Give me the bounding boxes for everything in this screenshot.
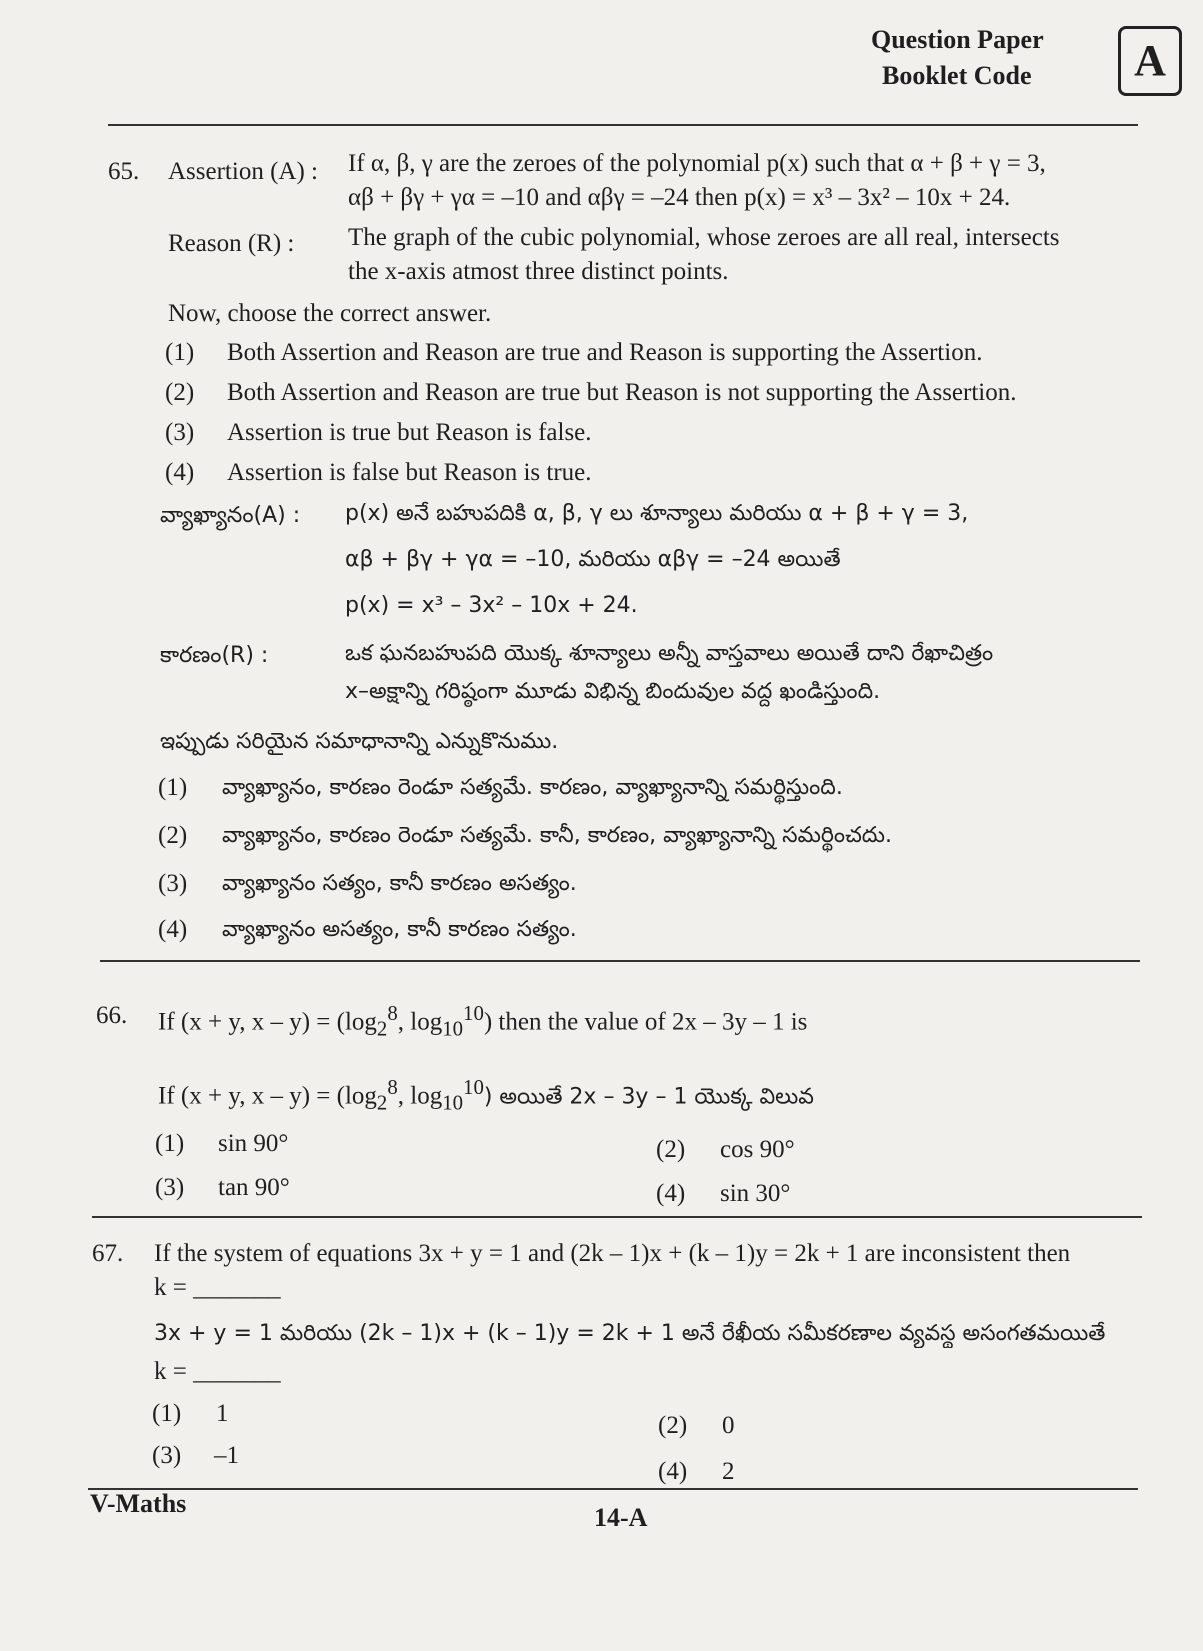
question-en-line	[158, 1000, 807, 1041]
option-1-text: Both Assertion and Reason are true and Reason is supporting the Assertion.	[227, 339, 983, 366]
option-1-number: (1)	[152, 1400, 182, 1427]
option-2-text: 0	[722, 1412, 735, 1439]
k-blank-line: k = _______	[154, 1274, 281, 1301]
reason-label: Reason (R) :	[168, 230, 295, 257]
option-3-number: (3)	[152, 1442, 182, 1469]
option-2-text: Both Assertion and Reason are true but Reason is not supporting the Assertion.	[227, 379, 1017, 406]
option-4-text: Assertion is false but Reason is true.	[227, 459, 592, 486]
option-3-text: tan 90°	[218, 1174, 290, 1201]
option-2-number: (2)	[656, 1136, 686, 1163]
telugu-assertion-label: వ్యాఖ్యానం(A) :	[160, 503, 301, 528]
telugu-option-1-number: (1)	[158, 774, 188, 801]
option-4-number: (4)	[165, 459, 195, 486]
header-divider	[108, 124, 1138, 126]
booklet-code-box: A	[1118, 26, 1182, 96]
telugu-option-4-number: (4)	[158, 916, 188, 943]
question-number: 65.	[108, 158, 140, 185]
option-4-text: sin 30°	[720, 1180, 791, 1207]
assertion-line-1: If α, β, γ are the zeroes of the polynomial p(x) such that α + β + γ = 3,	[348, 150, 1046, 177]
telugu-reason-label: కారణం(R) :	[160, 643, 269, 668]
header-title-line2: Booklet Code	[882, 61, 1032, 90]
telugu-option-3-number: (3)	[158, 870, 188, 897]
divider-q66-q67	[92, 1216, 1142, 1218]
option-3-number: (3)	[165, 419, 195, 446]
footer-divider	[88, 1488, 1138, 1490]
telugu-option-1-text: వ్యాఖ్యానం, కారణం రెండూ సత్యమే. కారణం, వ్యాఖ్యానాన్ని సమర్థిస్తుంది.	[222, 775, 843, 800]
telugu-assertion-line-3: p(x) = x³ – 3x² – 10x + 24.	[345, 593, 638, 618]
option-1-number: (1)	[155, 1130, 185, 1157]
log2-base-te: 10	[442, 1090, 464, 1115]
question-te-suffix: ) అయితే 2x – 3y – 1 యొక్క విలువ	[483, 1084, 814, 1110]
option-4-text: 2	[722, 1458, 735, 1485]
log2-arg: 10	[463, 1001, 484, 1025]
question-en-prefix: If (x + y, x – y) = (log	[158, 1008, 377, 1036]
option-2-number: (2)	[165, 379, 195, 406]
log1-base-te: 2	[376, 1090, 388, 1115]
reason-line-2: the x-axis atmost three distinct points.	[348, 258, 729, 285]
log-separator: , log	[397, 1008, 443, 1036]
log1-base: 2	[376, 1016, 388, 1041]
option-3-text: –1	[214, 1442, 239, 1469]
question-te: 3x + y = 1 మరియు (2k – 1)x + (k – 1)y = 2k + 1 అనే రేఖీయ సమీకరణాల వ్యవస్థ అసంగతమయితే	[154, 1321, 1106, 1346]
telugu-prompt: ఇప్పుడు సరియైన సమాధానాన్ని ఎన్నుకొనుము.	[160, 729, 559, 754]
log-separator-te: , log	[397, 1082, 443, 1110]
option-1-text: 1	[216, 1400, 229, 1427]
assertion-line-2: αβ + βγ + γα = –10 and αβγ = –24 then p(x) = x³ – 3x² – 10x + 24.	[348, 184, 1011, 211]
telugu-assertion-line-2: αβ + βγ + γα = –10, మరియు αβγ = –24 అయితే	[345, 547, 841, 572]
question-te-line	[158, 1074, 814, 1115]
option-2-number: (2)	[658, 1412, 688, 1439]
log1-arg-te: 8	[387, 1075, 398, 1099]
reason-line-1: The graph of the cubic polynomial, whose zeroes are all real, intersects	[348, 224, 1060, 251]
telugu-option-2-number: (2)	[158, 822, 188, 849]
telugu-assertion-line-1: p(x) అనే బహుపదికి α, β, γ లు శూన్యాలు మరియు α + β + γ = 3,	[345, 501, 969, 526]
option-4-number: (4)	[658, 1458, 688, 1485]
option-3-text: Assertion is true but Reason is false.	[227, 419, 592, 446]
header-title-line1: Question Paper	[871, 25, 1044, 54]
option-2-text: cos 90°	[720, 1136, 795, 1163]
divider-q65-q66	[100, 960, 1140, 962]
footer-subject: V-Maths	[90, 1489, 187, 1518]
log2-arg-te: 10	[463, 1075, 484, 1099]
option-1-text: sin 90°	[218, 1130, 289, 1157]
log2-base: 10	[442, 1016, 464, 1041]
telugu-reason-line-1: ఒక ఘనబహుపది యొక్క శూన్యాలు అన్నీ వాస్తవాలు అయితే దాని రేఖాచిత్రం	[345, 641, 994, 666]
question-en: If the system of equations 3x + y = 1 and (2k – 1)x + (k – 1)y = 2k + 1 are inconsistent then	[154, 1240, 1071, 1267]
question-number: 67.	[92, 1240, 124, 1267]
telugu-option-3-text: వ్యాఖ్యానం సత్యం, కానీ కారణం అసత్యం.	[222, 871, 577, 896]
assertion-label: Assertion (A) :	[168, 158, 318, 185]
question-number: 66.	[96, 1002, 128, 1029]
question-te-prefix: If (x + y, x – y) = (log	[158, 1082, 377, 1110]
telugu-option-2-text: వ్యాఖ్యానం, కారణం రెండూ సత్యమే. కానీ, కారణం, వ్యాఖ్యానాన్ని సమర్థించదు.	[222, 823, 892, 848]
option-1-number: (1)	[165, 339, 195, 366]
footer-page-number: 14-A	[594, 1503, 648, 1532]
option-4-number: (4)	[656, 1180, 686, 1207]
question-en-suffix: ) then the value of 2x – 3y – 1 is	[483, 1008, 808, 1036]
log1-arg: 8	[387, 1001, 398, 1025]
telugu-reason-line-2: x–అక్షాన్ని గరిష్ఠంగా మూడు విభిన్న బిందువుల వద్ద ఖండిస్తుంది.	[345, 679, 881, 704]
question-prompt: Now, choose the correct answer.	[168, 300, 492, 327]
option-3-number: (3)	[155, 1174, 185, 1201]
k-blank-line-te: k = _______	[154, 1358, 281, 1385]
telugu-option-4-text: వ్యాఖ్యానం అసత్యం, కానీ కారణం సత్యం.	[222, 917, 577, 942]
